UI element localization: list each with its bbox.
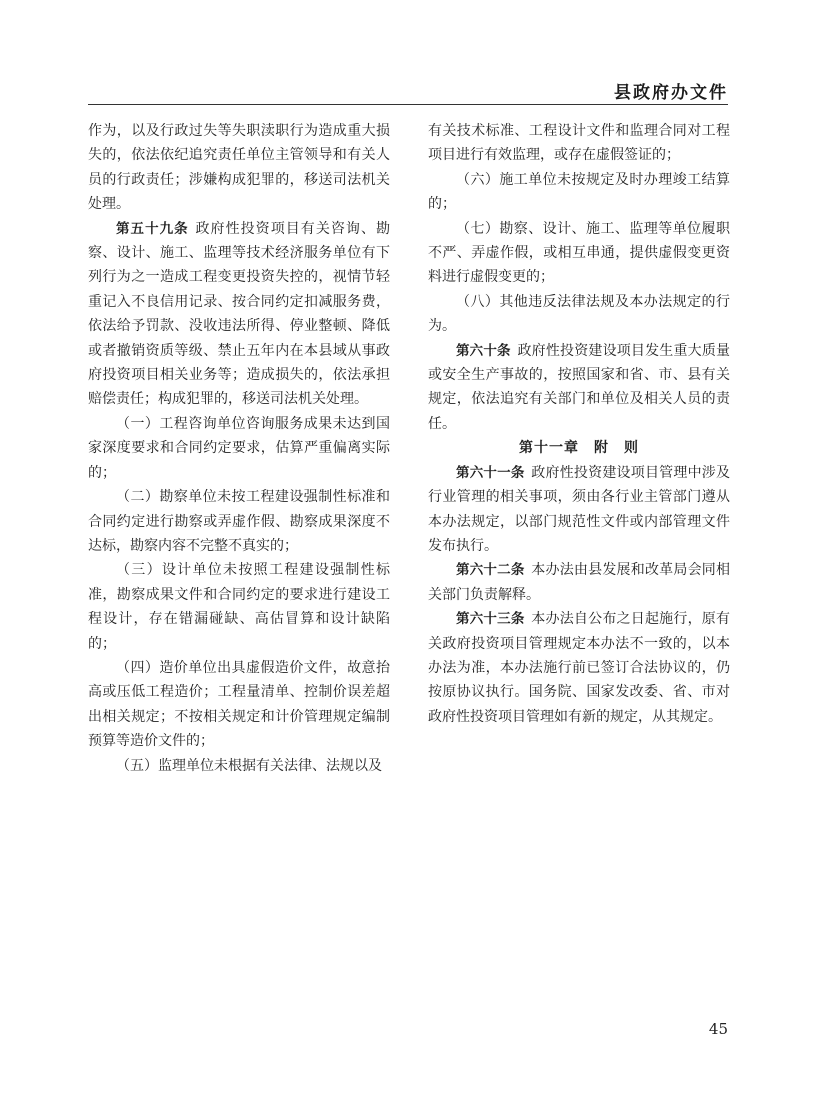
article-62-label: 第六十二条 (456, 562, 525, 579)
article-59-item-4: （四）造价单位出具虚假造价文件，故意抬高或压低工程造价；工程量清单、控制价误差超出相关规定；不按相关规定和计价管理规定编制预算等造价文件的； (88, 659, 390, 750)
article-59-label: 第五十九条 (116, 220, 189, 237)
article-59 (88, 217, 390, 412)
article-61-text: 政府性投资建设项目管理中涉及行业管理的相关事项，须由各行业主管部门遵从本办法规定，以部门规范性文件或内部管理文件发布执行。 (428, 464, 731, 554)
chapter-heading: 第十一章 附 则 (519, 440, 639, 457)
article-59-item-5: （五）监理单位未根据有关法律、法规以及 (116, 757, 382, 774)
article-61 (428, 461, 730, 559)
article-63-label: 第六十三条 (456, 611, 525, 628)
header-rule (88, 104, 728, 105)
article-59-item-7: （七）勘察、设计、施工、监理等单位履职不严、弄虚作假，或相互串通，提供虚假变更资料进行虚假变更的； (428, 220, 730, 286)
article-59-item-3: （三）设计单位未按照工程建设强制性标准，勘察成果文件和合同约定的要求进行建设工程设计，存在错漏碰缺、高估冒算和设计缺陷的； (88, 562, 390, 652)
article-60-text: 政府性投资建设项目发生重大质量或安全生产事故的，按照国家和省、市、县有关规定，依法追究有关部门和单位及相关人员的责任。 (428, 342, 731, 432)
article-63-text: 本办法自公布之日起施行，原有关政府投资项目管理规定本办法不一致的，以本办法为准，本办法施行前已签订合法协议的，仍按原协议执行。国务院、国家发改委、省、市对政府性投资项目管理如有新的规定，从其规定。 (428, 611, 731, 725)
left-column (88, 119, 390, 778)
article-61-label: 第六十一条 (456, 464, 525, 481)
article-59-item-2: （二）勘察单位未按工程建设强制性标准和合同约定进行勘察或弄虚作假、勘察成果深度不达标，勘察内容不完整不真实的； (88, 489, 390, 554)
running-header-title: 县政府办文件 (614, 83, 728, 103)
page-number: 45 (708, 1020, 728, 1038)
article-60 (428, 339, 730, 437)
paragraph-continuation: 作为，以及行政过失等失职渎职行为造成重大损失的，依法依纪追究责任单位主管领导和有关人员的行政责任；涉嫌构成犯罪的，移送司法机关处理。 (88, 123, 390, 213)
article-63 (428, 607, 730, 729)
article-62 (428, 558, 730, 607)
article-59-item-8: （八）其他违反法律法规及本办法规定的行为。 (428, 293, 730, 335)
article-59-text: 政府性投资项目有关咨询、勘察、设计、施工、监理等技术经济服务单位有下列行为之一造成工程变更投资失控的，视情节轻重记入不良信用记录、按合同约定扣减服务费，依法给予罚款、没收违法所得、停业整顿、降低或者撤销资质等级、禁止五年内在本县域从事政府投资项目相关业务等；造成损失的，依法承担赔偿责任；构成犯罪的，移送司法机关处理。 (88, 220, 391, 408)
article-59-item-1: （一）工程咨询单位咨询服务成果未达到国家深度要求和合同约定要求，估算严重偏离实际的； (88, 415, 390, 481)
article-62-text: 本办法由县发展和改革局会同相关部门负责解释。 (428, 562, 731, 603)
right-column (428, 119, 730, 729)
article-59-item-5-continued: 有关技术标准、工程设计文件和监理合同对工程项目进行有效监理，或存在虚假签证的； (428, 123, 730, 164)
article-59-item-6: （六）施工单位未按规定及时办理竣工结算的； (428, 171, 730, 213)
article-60-label: 第六十条 (456, 342, 511, 359)
